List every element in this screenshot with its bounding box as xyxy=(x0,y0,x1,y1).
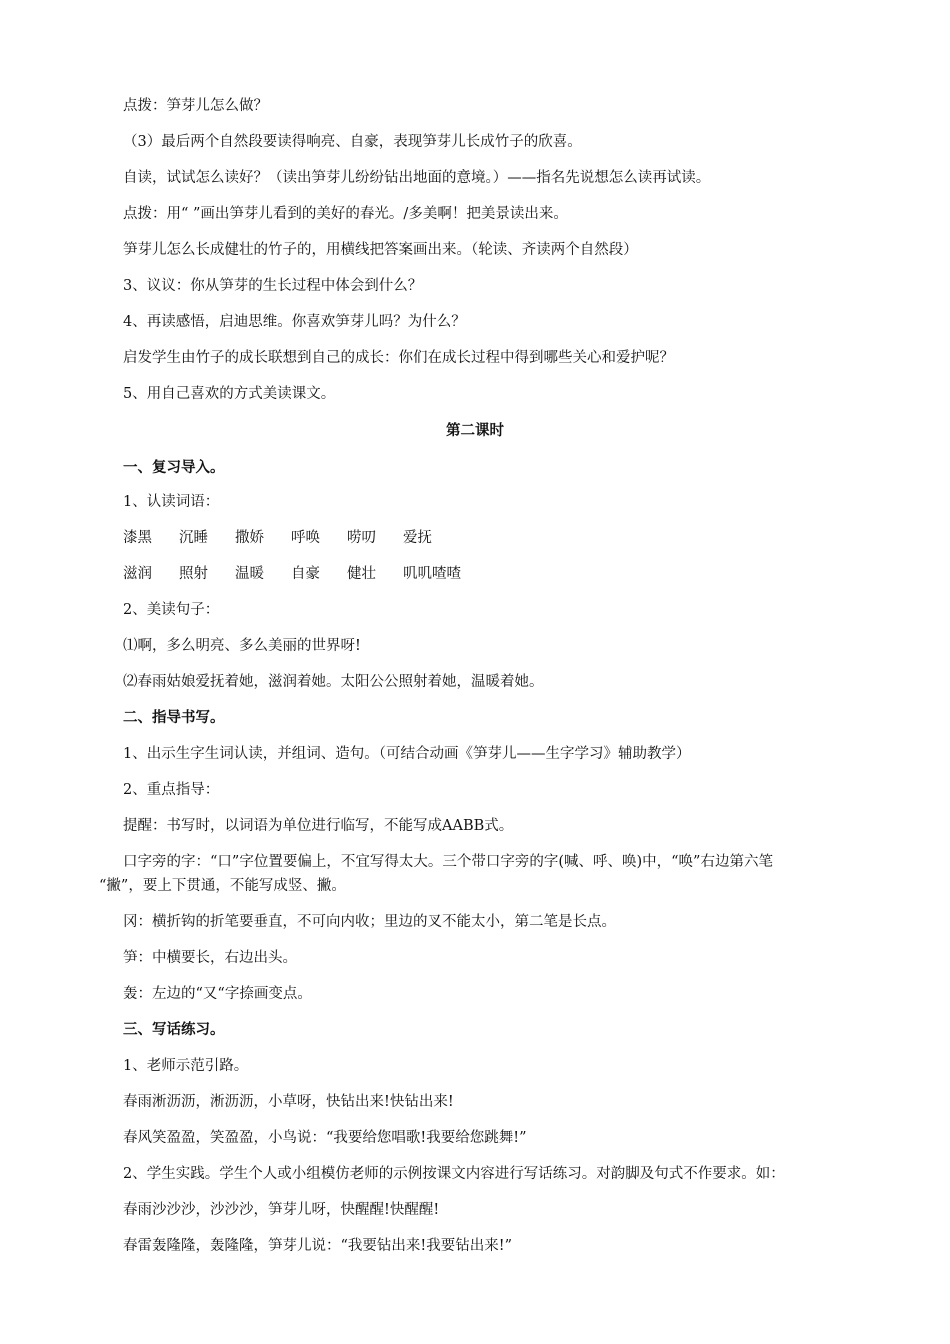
paragraph-line: 春风笑盈盈，笑盈盈，小鸟说：“我要给您唱歌!我要给您跳舞!” xyxy=(123,1130,527,1146)
paragraph-line: “撇”，要上下贯通，不能写成竖、撇。 xyxy=(99,878,346,894)
word: 呼唤 xyxy=(291,530,320,546)
word: 温暖 xyxy=(235,566,264,582)
word: 健壮 xyxy=(347,566,376,582)
section-heading: 一、复习导入。 xyxy=(123,459,225,476)
paragraph-line: 点拨：笋芽儿怎么做？ xyxy=(123,98,268,114)
paragraph-line: 冈：横折钩的折笔要垂直，不可向内收；里边的叉不能太小，第二笔是长点。 xyxy=(123,914,616,930)
paragraph-line: 口字旁的字：“口”字位置要偏上，不宜写得太大。三个带口字旁的字(喊、呼、唤)中，“唤”右边第六笔 xyxy=(123,854,773,870)
paragraph-line: 点拨：用“ ”画出笋芽儿看到的美好的春光。/多美啊！把美景读出来。 xyxy=(123,206,568,222)
paragraph-line: 春雨沙沙沙，沙沙沙，笋芽儿呀，快醒醒!快醒醒! xyxy=(123,1202,440,1218)
paragraph-line: 春雷轰隆隆，轰隆隆，笋芽儿说：“我要钻出来!我要钻出来!” xyxy=(123,1238,512,1254)
paragraph-line: 轰：左边的“又“字捺画变点。 xyxy=(123,986,312,1002)
paragraph-line: （3）最后两个自然段要读得响亮、自豪，表现笋芽儿长成竹子的欣喜。 xyxy=(123,134,582,150)
paragraph-line: 提醒：书写时，以词语为单位进行临写，不能写成AABB式。 xyxy=(123,818,514,834)
word: 自豪 xyxy=(291,566,320,582)
word: 照射 xyxy=(179,566,208,582)
paragraph-line: ⑴啊，多么明亮、多么美丽的世界呀! xyxy=(123,638,361,654)
section-heading: 二、指导书写。 xyxy=(123,709,225,726)
paragraph-line: 1、认读词语： xyxy=(123,494,220,510)
paragraph-line: 1、出示生字生词认读，并组词、造句。（可结合动画《笋芽儿——生字学习》辅助教学） xyxy=(123,746,691,762)
paragraph-line: 启发学生由竹子的成长联想到自己的成长：你们在成长过程中得到哪些关心和爱护呢？ xyxy=(123,350,674,366)
word: 叽叽喳喳 xyxy=(403,566,461,582)
paragraph-line: 春雨淅沥沥，淅沥沥，小草呀，快钻出来!快钻出来! xyxy=(123,1094,454,1110)
lesson-title: 第二课时 xyxy=(446,422,504,439)
word: 唠叨 xyxy=(347,530,376,546)
paragraph-line: 4、再读感悟，启迪思维。你喜欢笋芽儿吗？为什么？ xyxy=(123,314,466,330)
word: 漆黑 xyxy=(123,530,152,546)
word: 爱抚 xyxy=(403,530,432,546)
word: 撒娇 xyxy=(235,530,264,546)
paragraph-line: 2、学生实践。学生个人或小组模仿老师的示例按课文内容进行写话练习。对韵脚及句式不作要求。如： xyxy=(123,1166,785,1182)
paragraph-line: 5、用自己喜欢的方式美读课文。 xyxy=(123,386,336,402)
paragraph-line: 2、重点指导： xyxy=(123,782,220,798)
word: 滋润 xyxy=(123,566,152,582)
paragraph-line: 1、老师示范引路。 xyxy=(123,1058,249,1074)
paragraph-line: 笋：中横要长，右边出头。 xyxy=(123,950,297,966)
paragraph-line: 2、美读句子： xyxy=(123,602,220,618)
paragraph-line: ⑵春雨姑娘爱抚着她，滋润着她。太阳公公照射着她，温暖着她。 xyxy=(123,674,544,690)
section-heading: 三、写话练习。 xyxy=(123,1021,225,1038)
paragraph-line: 3、议议：你从笋芽的生长过程中体会到什么？ xyxy=(123,278,423,294)
paragraph-line: 自读，试试怎么读好？（读出笋芽儿纷纷钻出地面的意境。）——指名先说想怎么读再试读。 xyxy=(123,170,711,186)
word: 沉睡 xyxy=(179,530,208,546)
word-row xyxy=(123,563,461,585)
word-row xyxy=(123,527,432,549)
paragraph-line: 笋芽儿怎么长成健壮的竹子的，用横线把答案画出来。（轮读、齐读两个自然段） xyxy=(123,242,638,258)
